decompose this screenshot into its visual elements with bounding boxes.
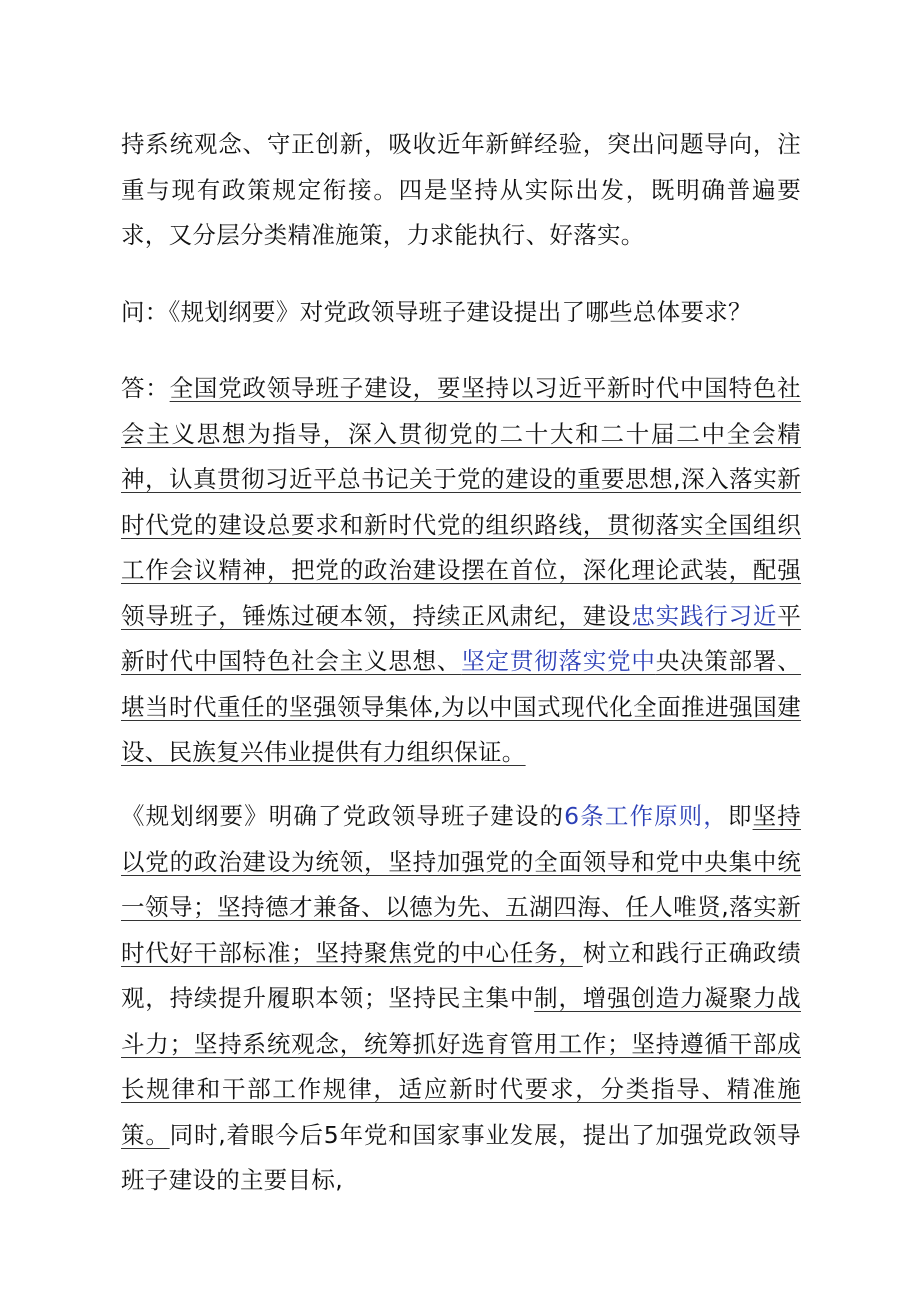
answer-highlight-1: 忠实践行习近 (631, 601, 778, 630)
principles-connector: 即 (727, 802, 753, 830)
principles-plain-text: 树立和践行正确政绩观，持续提升履职本领；坚持民主集中 (121, 938, 801, 1012)
answer-highlight-2: 坚定贯彻落实党中 (461, 647, 656, 675)
principles-underlined-text-1: 坚持以党的政治建设为统领，坚持加强党的全面领导和党中央集中统一领导；坚持德才兼备、以德为先、五湖四海、任人唯贤,落实新时代好干部标准；坚持聚焦党的中心任务， (121, 802, 801, 967)
principles-underlined-text-2: 制，增强创造力凝聚力战斗力；坚持系统观念，统筹抓好选育管用工作；坚持遵循干部成长规律和干部工作规律，适应新时代要求，分类指导、精准施策。 (121, 984, 801, 1149)
answer-underlined-text-3: 央决策部署、堪当时代重任的坚强领导集体,为以中国式现代化全面推进强国建设、民族复兴伟业提供有力组织保证。 (121, 647, 802, 766)
principles-intro: 《规划纲要》明确了党政领导班子建设的 (121, 802, 565, 830)
question-text: 问：《规划纲要》对党政领导班子建设提出了哪些总体要求？ (121, 298, 752, 326)
paragraph-intro: 持系统观念、守正创新，吸收近年新鲜经验，突出问题导向，注重与现有政策规定衔接。四是坚持从实际出发，既明确普遍要求，又分层分类精准施策，力求能执行、好落实。 (121, 130, 801, 249)
answer-underlined-text-1: 全国党政领导班子建设，要坚持以习近平新时代中国特色社会主义思想为指导，深入贯彻党的二十大和二十届二中全会精神，认真贯彻习近平总书记关于党的建设的重要思想,深入落实新时代党的建设总要求和新时代党的组织路线，贯彻落实全国组织工作会议精神，把党的政治建设摆在首位，深化理论武装，配强领导班子，锤炼过硬本领，持续正风肃纪，建设 (121, 374, 801, 630)
principles-closing-text: 同时,着眼今后5年党和国家事业发展，提出了加强党政领导班子建设的主要目标, (121, 1120, 801, 1194)
answer-label: 答： (121, 374, 170, 402)
principles-count-highlight: 6条工作原则， (564, 802, 728, 830)
principles-paragraph (121, 794, 801, 1204)
answer-paragraph (121, 366, 801, 776)
answer-underlined-text-2: 平新时代中国特色社会主义思想、 (121, 601, 801, 675)
